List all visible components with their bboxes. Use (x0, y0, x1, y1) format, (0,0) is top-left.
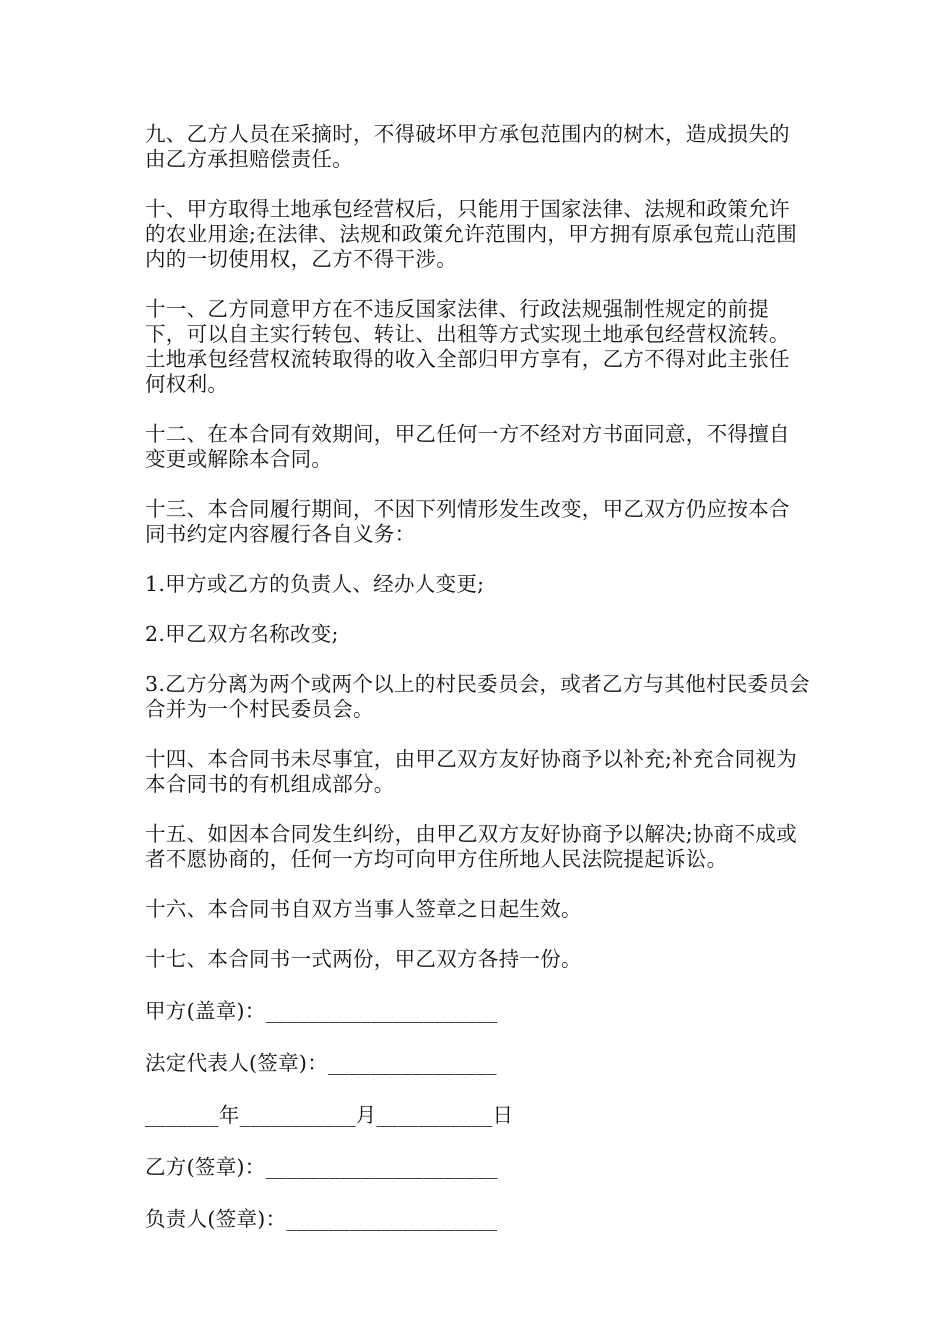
clause-15: 十五、如因本合同发生纠纷，由甲乙双方友好协商予以解决;协商不成或者不愿协商的，任何一方均可向甲方住所地人民法院提起诉讼。 (145, 822, 798, 871)
person-in-charge-signature-line: 负责人(签章)：____________________ (145, 1207, 498, 1231)
party-a-seal-line: 甲方(盖章)：______________________ (145, 999, 498, 1023)
clause-14: 十四、本合同书未尽事宜，由甲乙双方友好协商予以补充;补充合同视为本合同书的有机组成部分。 (145, 747, 798, 796)
date-line: _______年___________月___________日 (145, 1103, 514, 1127)
clause-17: 十七、本合同书一式两份，甲乙双方各持一份。 (145, 947, 582, 971)
clause-16: 十六、本合同书自双方当事人签章之日起生效。 (145, 897, 582, 921)
clause-9: 九、乙方人员在采摘时，不得破坏甲方承包范围内的树木，造成损失的由乙方承担赔偿责任。 (145, 122, 790, 171)
clause-13-item-3: 3.乙方分离为两个或两个以上的村民委员会，或者乙方与其他村民委员会合并为一个村民委员会。 (145, 672, 810, 721)
clause-11: 十一、乙方同意甲方在不违反国家法律、行政法规强制性规定的前提下，可以自主实行转包、转让、出租等方式实现土地承包经营权流转。土地承包经营权流转取得的收入全部归甲方享有，乙方不得对此主张任何权利。 (145, 297, 790, 396)
clause-10: 十、甲方取得土地承包经营权后，只能用于国家法律、法规和政策允许的农业用途;在法律、法规和政策允许范围内，甲方拥有原承包荒山范围内的一切使用权，乙方不得干涉。 (145, 197, 798, 271)
clause-13-item-2: 2.甲乙双方名称改变; (145, 622, 339, 646)
legal-rep-signature-line: 法定代表人(签章)：________________ (145, 1051, 497, 1075)
document-page (145, 122, 810, 1257)
clause-12: 十二、在本合同有效期间，甲乙任何一方不经对方书面同意，不得擅自变更或解除本合同。 (145, 422, 790, 471)
clause-13: 十三、本合同履行期间，不因下列情形发生改变，甲乙双方仍应按本合同书约定内容履行各自义务： (145, 497, 790, 546)
signature-block (145, 997, 810, 1233)
clause-13-item-1: 1.甲方或乙方的负责人、经办人变更; (145, 572, 485, 596)
party-b-seal-line: 乙方(签章)：______________________ (145, 1155, 498, 1179)
